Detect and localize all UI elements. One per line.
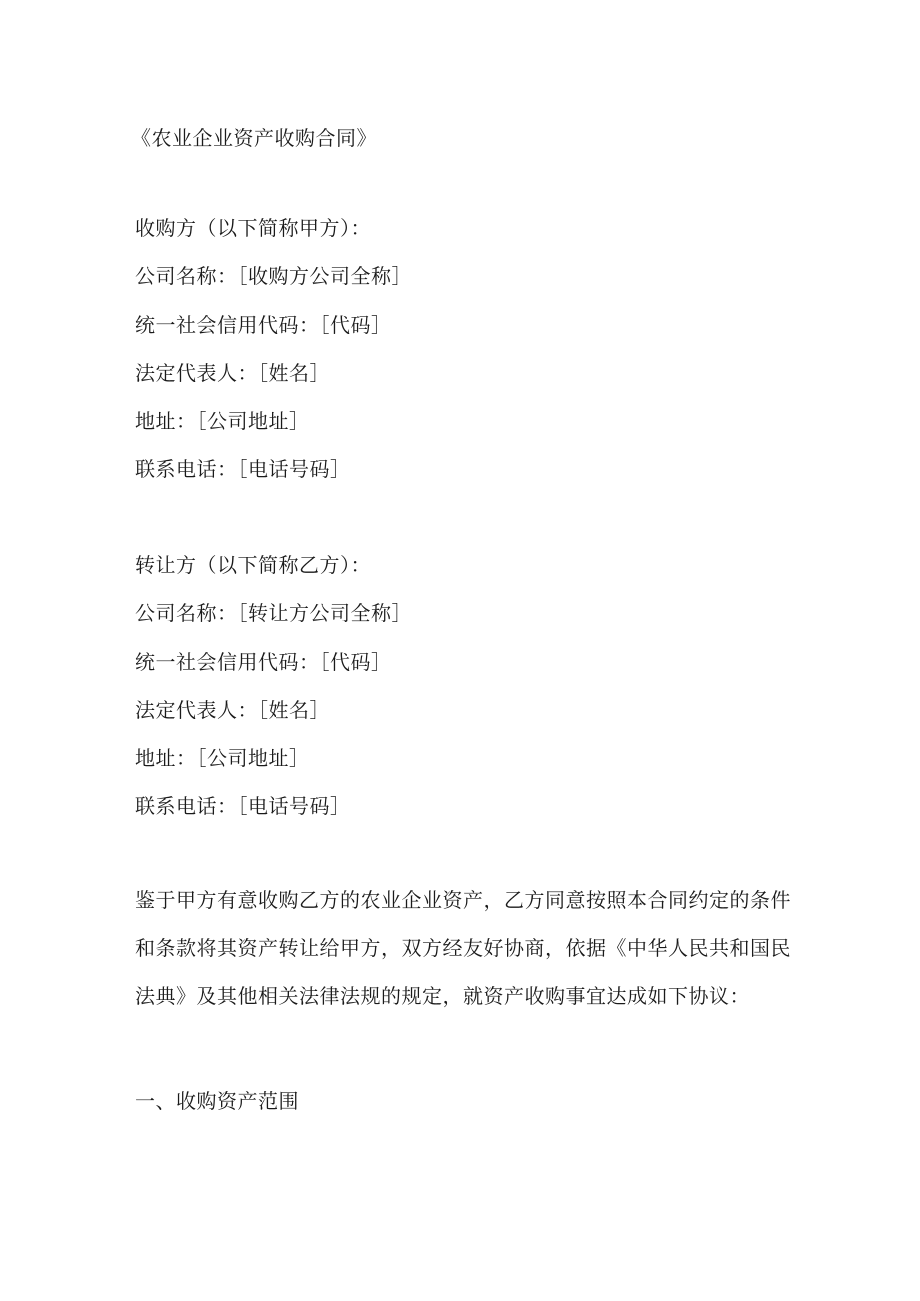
party-b-legal-rep: 法定代表人：［姓名］ (135, 698, 330, 722)
party-a-company-name: 公司名称：［收购方公司全称］ (135, 264, 412, 288)
preamble-line: 法典》及其他相关法律法规的规定，就资产收购事宜达成如下协议： (135, 984, 750, 1008)
section-heading: 一、收购资产范围 (135, 1089, 299, 1113)
preamble-paragraph (135, 876, 791, 1020)
party-a-legal-rep: 法定代表人：［姓名］ (135, 361, 330, 385)
preamble-line: 和条款将其资产转让给甲方，双方经友好协商，依据《中华人民共和国民 (135, 936, 791, 960)
party-b-phone: 联系电话：［电话号码］ (135, 794, 351, 818)
preamble-line: 鉴于甲方有意收购乙方的农业企业资产，乙方同意按照本合同约定的条件 (135, 888, 791, 912)
party-b-credit-code: 统一社会信用代码：［代码］ (135, 650, 392, 674)
party-b-company-name: 公司名称：［转让方公司全称］ (135, 601, 412, 625)
party-b-heading: 转让方（以下简称乙方）： (135, 553, 371, 577)
party-b-address: 地址：［公司地址］ (135, 746, 310, 770)
party-a-address: 地址：［公司地址］ (135, 409, 310, 433)
document-title: 《农业企业资产收购合同》 (131, 126, 377, 150)
party-a-credit-code: 统一社会信用代码：［代码］ (135, 313, 392, 337)
party-a-heading: 收购方（以下简称甲方）： (135, 216, 371, 240)
party-a-phone: 联系电话：［电话号码］ (135, 457, 351, 481)
